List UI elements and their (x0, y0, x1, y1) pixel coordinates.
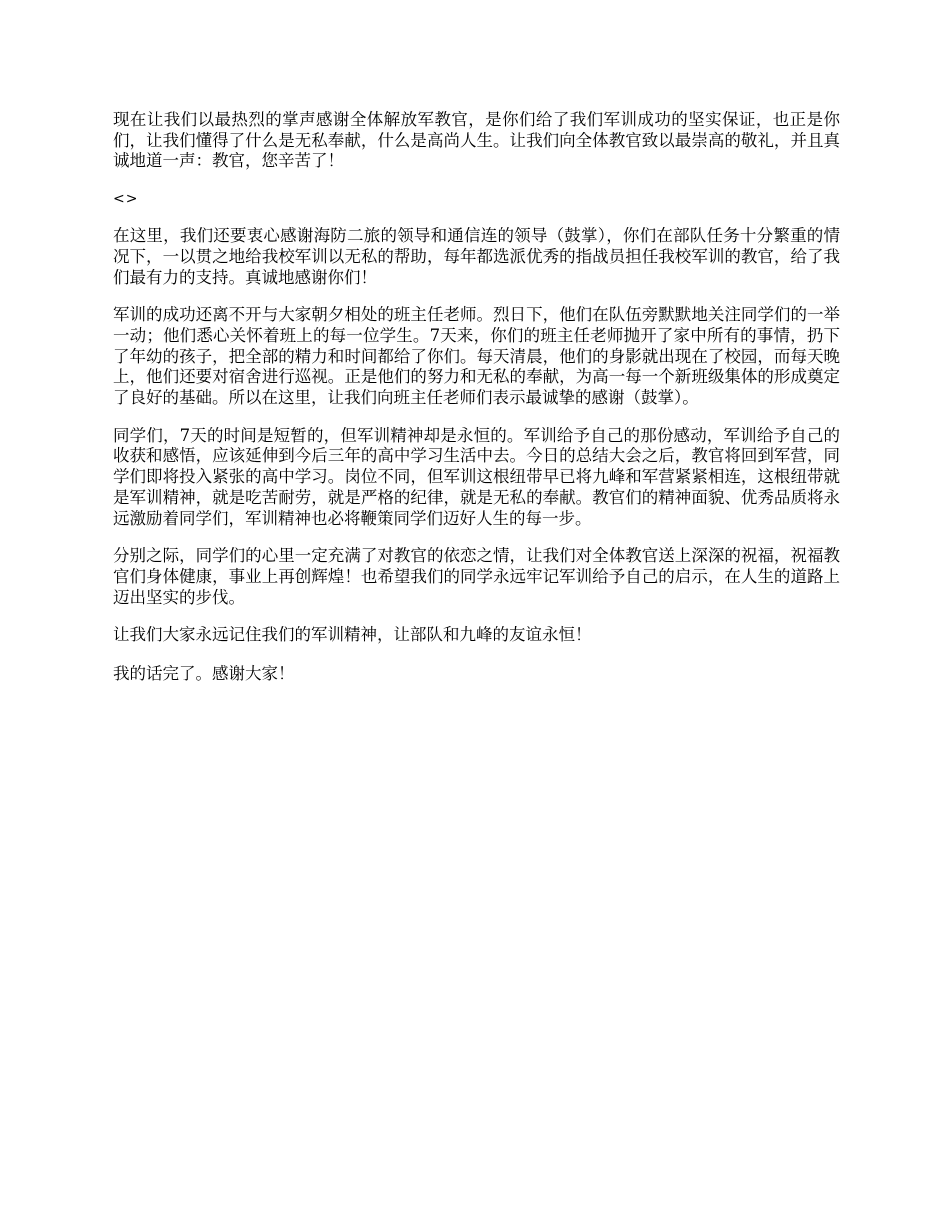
paragraph-thanks-leaders: 在这里，我们还要衷心感谢海防二旅的领导和通信连的领导（鼓掌），你们在部队任务十分繁重的情况下，一以贯之地给我校军训以无私的帮助，每年都选派优秀的指战员担任我校军训的教官，给了我们最有力的支持。真诚地感谢你们！ (113, 226, 840, 287)
paragraph-training-spirit: 同学们，7天的时间是短暂的，但军训精神却是永恒的。军训给予自己的那份感动，军训给予自己的收获和感悟，应该延伸到今后三年的高中学习生活中去。今日的总结大会之后，教官将回到军营，同学们即将投入紧张的高中学习。岗位不同，但军训这根纽带早已将九峰和军营紧紧相连，这根纽带就是军训精神，就是吃苦耐劳，就是严格的纪律，就是无私的奉献。教官们的精神面貌、优秀品质将永远激励着同学们，军训精神也必将鞭策同学们迈好人生的每一步。 (113, 425, 840, 528)
paragraph-marker: <> (113, 191, 139, 208)
paragraph-closing: 我的话完了。感谢大家！ (113, 664, 295, 684)
document-page (113, 110, 840, 703)
paragraph-thanks-teachers: 军训的成功还离不开与大家朝夕相处的班主任老师。烈日下，他们在队伍旁默默地关注同学们的一举一动；他们悉心关怀着班上的每一位学生。7天来，你们的班主任老师抛开了家中所有的事情，扔下了年幼的孩子，把全部的精力和时间都给了你们。每天清晨，他们的身影就出现在了校园，而每天晚上，他们还要对宿舍进行巡视。正是他们的努力和无私的奉献，为高一每一个新班级集体的形成奠定了良好的基础。所以在这里，让我们向班主任老师们表示最诚挚的感谢（鼓掌）。 (113, 305, 840, 408)
paragraph-eternal-friendship: 让我们大家永远记住我们的军训精神，让部队和九峰的友谊永恒！ (113, 625, 592, 645)
paragraph-farewell: 分别之际，同学们的心里一定充满了对教官的依恋之情，让我们对全体教官送上深深的祝福，祝福教官们身体健康，事业上再创辉煌！也希望我们的同学永远牢记军训给予自己的启示，在人生的道路上迈出坚实的步伐。 (113, 546, 840, 607)
paragraph-thanks-instructors: 现在让我们以最热烈的掌声感谢全体解放军教官，是你们给了我们军训成功的坚实保证，也正是你们，让我们懂得了什么是无私奉献，什么是高尚人生。让我们向全体教官致以最崇高的敬礼，并且真诚地道一声：教官，您辛苦了！ (113, 110, 840, 171)
